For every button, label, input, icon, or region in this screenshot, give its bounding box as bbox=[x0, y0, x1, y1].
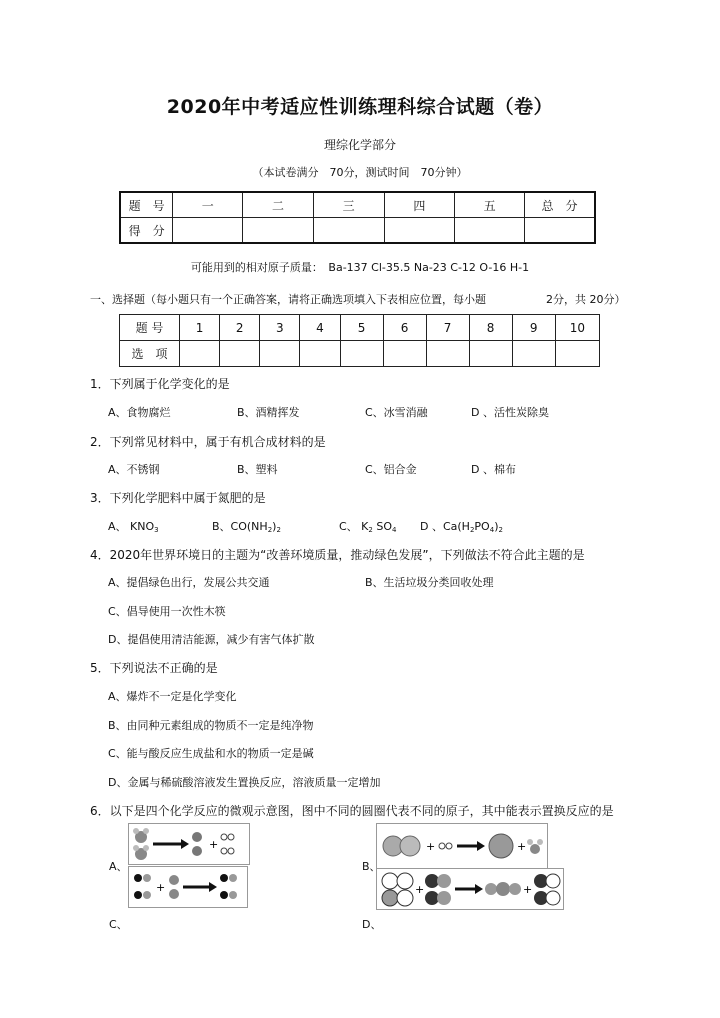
answer-cell[interactable] bbox=[340, 341, 383, 367]
molecule-icon bbox=[383, 836, 420, 856]
table-cell: 三 bbox=[313, 192, 384, 218]
formula-part: PO bbox=[474, 520, 490, 533]
formula-part: SO bbox=[372, 520, 392, 533]
answer-cell[interactable] bbox=[220, 341, 260, 367]
answer-cell[interactable] bbox=[300, 341, 340, 367]
option-3a bbox=[108, 518, 159, 534]
score-cell[interactable] bbox=[243, 218, 314, 244]
subscript: 2 bbox=[267, 526, 273, 534]
table-cell: 2 bbox=[220, 315, 260, 341]
score-cell[interactable] bbox=[455, 218, 525, 244]
paren: ) bbox=[494, 520, 499, 533]
table-cell: 1 bbox=[180, 315, 220, 341]
arrow-icon bbox=[455, 884, 483, 894]
arrow-icon bbox=[183, 882, 217, 892]
option-2c: C、铝合金 bbox=[365, 463, 417, 476]
option-4b: B、生活垃圾分类回收处理 bbox=[365, 576, 494, 589]
plus-icon: + bbox=[156, 881, 166, 894]
score-cell[interactable] bbox=[384, 218, 455, 244]
option-5d: D、金属与稀硫酸溶液发生置换反应，溶液质量一定增加 bbox=[108, 776, 381, 789]
reaction-diagram-d bbox=[376, 868, 564, 910]
arrow-icon bbox=[457, 841, 485, 851]
score-cell[interactable] bbox=[313, 218, 384, 244]
option-1a: A、食物腐烂 bbox=[108, 406, 171, 419]
table-cell: 4 bbox=[300, 315, 340, 341]
subscript: 2 bbox=[276, 526, 281, 534]
molecule-icon bbox=[220, 874, 237, 899]
option-1d: D 、活性炭除臭 bbox=[471, 406, 549, 419]
option-2b: B、塑料 bbox=[237, 463, 278, 476]
section-points: 2分，共 20分） bbox=[546, 293, 626, 306]
molecule-icon bbox=[489, 834, 513, 858]
molecule-icon bbox=[527, 839, 543, 854]
table-cell: 得 分 bbox=[120, 218, 173, 244]
score-cell[interactable] bbox=[524, 218, 595, 244]
option-2d: D 、棉布 bbox=[471, 463, 516, 476]
exam-note: （本试卷满分 70分，测试时间 70分钟） bbox=[252, 166, 468, 179]
subscript: 3 bbox=[154, 526, 159, 534]
table-row bbox=[120, 315, 600, 341]
molecule-icon bbox=[425, 874, 451, 905]
molecule-icon bbox=[382, 873, 413, 906]
subscript: 2 bbox=[498, 526, 503, 534]
option-3b bbox=[212, 518, 281, 534]
question-5: 5．下列说法不正确的是 bbox=[90, 661, 218, 675]
question-1: 1．下列属于化学变化的是 bbox=[90, 377, 230, 391]
question-4: 4．2020年世界环境日的主题为“改善环境质量，推动绿色发展”，下列做法不符合此主题的是 bbox=[90, 548, 585, 562]
table-cell: 四 bbox=[384, 192, 455, 218]
reaction-diagram-b bbox=[376, 823, 548, 869]
plus-icon: + bbox=[415, 883, 425, 896]
subscript: 4 bbox=[392, 526, 397, 534]
table-cell: 五 bbox=[455, 192, 525, 218]
table-row bbox=[120, 341, 600, 367]
score-table bbox=[119, 191, 596, 244]
table-cell: 选 项 bbox=[120, 341, 180, 367]
option-5a: A、爆炸不一定是化学变化 bbox=[108, 690, 237, 703]
table-cell: 3 bbox=[260, 315, 300, 341]
option-3d-text: D 、Ca(H bbox=[420, 520, 470, 533]
option-3c-text: C、 K bbox=[339, 520, 369, 533]
answer-cell[interactable] bbox=[555, 341, 599, 367]
reaction-diagram-a bbox=[128, 823, 250, 865]
molecule-icon bbox=[534, 874, 560, 905]
option-3a-text: A、 KNO bbox=[108, 520, 155, 533]
molecule-icon bbox=[485, 882, 521, 896]
answer-cell[interactable] bbox=[512, 341, 555, 367]
subscript: 4 bbox=[489, 526, 495, 534]
table-cell: 8 bbox=[469, 315, 512, 341]
molecule-icon bbox=[134, 874, 151, 899]
option-4d: D、提倡使用清洁能源，减少有害气体扩散 bbox=[108, 633, 315, 646]
table-cell: 7 bbox=[426, 315, 469, 341]
table-cell: 5 bbox=[340, 315, 383, 341]
table-cell: 题 号 bbox=[120, 315, 180, 341]
option-4c: C、倡导使用一次性木筷 bbox=[108, 605, 226, 618]
molecule-icon bbox=[439, 843, 452, 849]
option-1b: B、酒精挥发 bbox=[237, 406, 300, 419]
table-cell: 一 bbox=[173, 192, 243, 218]
option-6c: C、 bbox=[109, 918, 128, 931]
molecule-icon bbox=[133, 828, 149, 860]
option-6a: A、 bbox=[109, 860, 128, 873]
answer-cell[interactable] bbox=[426, 341, 469, 367]
table-row bbox=[120, 218, 595, 244]
section-heading: 一、选择题（每小题只有一个正确答案，请将正确选项填入下表相应位置，每小题 bbox=[90, 293, 486, 306]
score-cell[interactable] bbox=[173, 218, 243, 244]
table-cell: 题 号 bbox=[120, 192, 173, 218]
table-row bbox=[120, 192, 595, 218]
answer-cell[interactable] bbox=[469, 341, 512, 367]
option-5c: C、能与酸反应生成盐和水的物质一定是碱 bbox=[108, 747, 314, 760]
page-title: 2020年中考适应性训练理科综合试题（卷） bbox=[166, 96, 554, 118]
table-cell: 10 bbox=[555, 315, 599, 341]
question-2: 2．下列常见材料中，属于有机合成材料的是 bbox=[90, 435, 326, 449]
paren: ) bbox=[272, 520, 277, 533]
subscript: 2 bbox=[368, 526, 373, 534]
molecule-icon bbox=[169, 875, 179, 899]
table-cell: 9 bbox=[512, 315, 555, 341]
molecule-icon bbox=[192, 832, 202, 856]
question-3: 3．下列化学肥料中属于氮肥的是 bbox=[90, 491, 266, 505]
plus-icon: + bbox=[426, 840, 436, 853]
option-4a: A、提倡绿色出行，发展公共交通 bbox=[108, 576, 270, 589]
table-cell: 二 bbox=[243, 192, 314, 218]
answer-cell[interactable] bbox=[260, 341, 300, 367]
option-3d bbox=[420, 518, 503, 534]
plus-icon: + bbox=[517, 840, 527, 853]
section-subtitle: 理综化学部分 bbox=[323, 138, 396, 152]
plus-icon: + bbox=[523, 883, 533, 896]
table-cell: 6 bbox=[383, 315, 426, 341]
option-6d: D、 bbox=[362, 918, 382, 931]
table-cell: 总 分 bbox=[524, 192, 595, 218]
subscript: 2 bbox=[469, 526, 475, 534]
atomic-masses: 可能用到的相对原子质量： Ba-137 Cl-35.5 Na-23 C-12 O-16 H-1 bbox=[190, 261, 530, 274]
question-6: 6．以下是四个化学反应的微观示意图，图中不同的圆圈代表不同的原子，其中能表示置换反应的是 bbox=[90, 804, 614, 818]
option-3c bbox=[339, 518, 396, 534]
option-5b: B、由同种元素组成的物质不一定是纯净物 bbox=[108, 719, 314, 732]
option-6b: B、 bbox=[362, 860, 381, 873]
molecule-icon bbox=[221, 834, 234, 854]
option-1c: C、冰雪消融 bbox=[365, 406, 428, 419]
reaction-diagram-c bbox=[128, 866, 248, 908]
answer-cell[interactable] bbox=[383, 341, 426, 367]
arrow-icon bbox=[153, 839, 189, 849]
answer-cell[interactable] bbox=[180, 341, 220, 367]
plus-icon: + bbox=[209, 838, 219, 851]
option-3b-text: B、CO(NH bbox=[212, 520, 268, 533]
option-2a: A、不锈钢 bbox=[108, 463, 160, 476]
answer-table bbox=[119, 314, 600, 367]
